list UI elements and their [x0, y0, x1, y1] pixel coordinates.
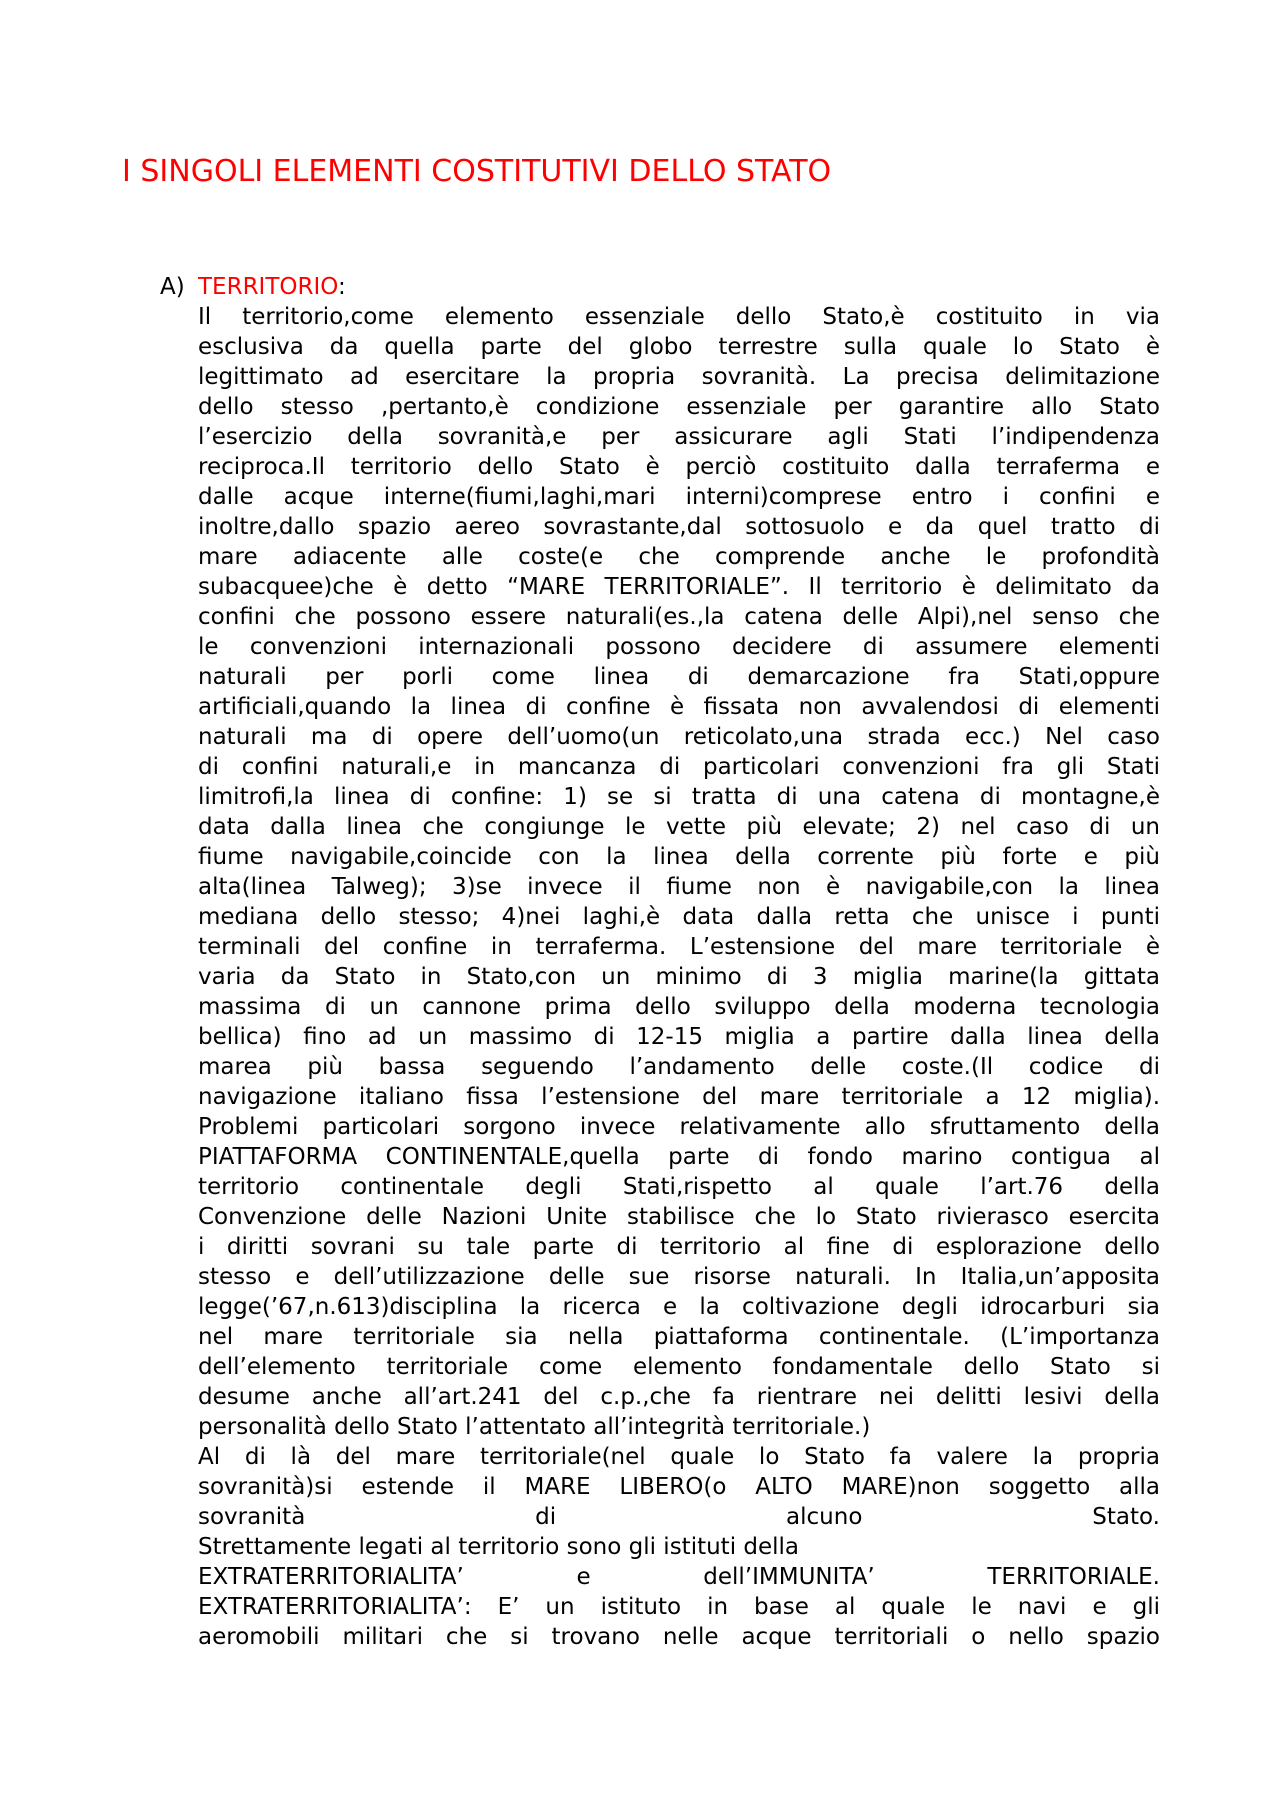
body-text-line: dello stesso ,pertanto,è condizione essenziale per garantire allo Stato [198, 394, 1160, 420]
body-text-line: i diritti sovrani su tale parte di territorio al fine di esplorazione dello [198, 1234, 1160, 1260]
section-heading [160, 272, 1160, 302]
body-text-line: esclusiva da quella parte del globo terrestre sulla quale lo Stato è [198, 334, 1160, 360]
body-text-line: nel mare territoriale sia nella piattaforma continentale. (L’importanza [198, 1324, 1160, 1350]
body-text-line: massima di un cannone prima dello sviluppo della moderna tecnologia [198, 994, 1160, 1020]
body-text-line: dell’elemento territoriale come elemento fondamentale dello Stato si [198, 1354, 1160, 1380]
body-text-line: varia da Stato in Stato,con un minimo di 3 miglia marine(la gittata [198, 964, 1160, 990]
body-text-line: fiume navigabile,coincide con la linea della corrente più forte e più [198, 844, 1160, 870]
body-text-line: Convenzione delle Nazioni Unite stabilisce che lo Stato rivierasco esercita [198, 1204, 1160, 1230]
body-text-line: personalità dello Stato l’attentato all’integrità territoriale.) [198, 1414, 871, 1440]
section-name-suffix: : [337, 274, 346, 300]
body-text-line: alta(linea Talweg); 3)se invece il fiume non è navigabile,con la linea [198, 874, 1160, 900]
body-text-line: bellica) fino ad un massimo di 12-15 miglia a partire dalla linea della [198, 1024, 1160, 1050]
body-text-line: stesso e dell’utilizzazione delle sue risorse naturali. In Italia,un’apposita [198, 1264, 1160, 1290]
body-text-line: confini che possono essere naturali(es.,la catena delle Alpi),nel senso che [198, 604, 1160, 630]
body-text-line: le convenzioni internazionali possono decidere di assumere elementi [198, 634, 1160, 660]
body-text-line: sovranità)si estende il MARE LIBERO(o ALTO MARE)non soggetto alla [198, 1474, 1160, 1500]
body-text-line: naturali ma di opere dell’uomo(un reticolato,una strada ecc.) Nel caso [198, 724, 1160, 750]
body-text-line: aeromobili militari che si trovano nelle acque territoriali o nello spazio [198, 1624, 1160, 1650]
body-text-line: limitrofi,la linea di confine: 1) se si tratta di una catena di montagne,è [198, 784, 1160, 810]
body-text-line: navigazione italiano fissa l’estensione del mare territoriale a 12 miglia). [198, 1084, 1160, 1110]
body-text-line: PIATTAFORMA CONTINENTALE,quella parte di fondo marino contigua al [198, 1144, 1160, 1170]
body-text-line: EXTRATERRITORIALITA’: E’ un istituto in base al quale le navi e gli [198, 1594, 1160, 1620]
section-territorio [160, 272, 1160, 1650]
body-text-line: Il territorio,come elemento essenziale dello Stato,è costituito in via [198, 304, 1160, 330]
body-text-line: terminali del confine in terraferma. L’estensione del mare territoriale è [198, 934, 1160, 960]
body-text-line: marea più bassa seguendo l’andamento delle coste.(Il codice di [198, 1054, 1160, 1080]
body-text-line: Strettamente legati al territorio sono gli istituti della [198, 1534, 800, 1560]
body-text-line: l’esercizio della sovranità,e per assicurare agli Stati l’indipendenza [198, 424, 1160, 450]
body-text-line: sovranità di alcuno Stato. [198, 1504, 1160, 1530]
body-text-line: dalle acque interne(fiumi,laghi,mari interni)comprese entro i confini e [198, 484, 1160, 510]
section-body [198, 302, 1160, 1652]
body-text-line: desume anche all’art.241 del c.p.,che fa rientrare nei delitti lesivi della [198, 1384, 1160, 1410]
section-marker: A) [160, 274, 185, 300]
body-text-line: reciproca.Il territorio dello Stato è perciò costituito dalla terraferma e [198, 454, 1160, 480]
body-text-line: mare adiacente alle coste(e che comprende anche le profondità [198, 544, 1160, 570]
body-text-line: subacquee)che è detto “MARE TERRITORIALE”. Il territorio è delimitato da [198, 574, 1160, 600]
body-text-line: Al di là del mare territoriale(nel quale lo Stato fa valere la propria [198, 1444, 1160, 1470]
document-title: I SINGOLI ELEMENTI COSTITUTIVI DELLO STATO [122, 154, 832, 189]
body-text-line: data dalla linea che congiunge le vette più elevate; 2) nel caso di un [198, 814, 1160, 840]
body-text-line: artificiali,quando la linea di confine è fissata non avvalendosi di elementi [198, 694, 1160, 720]
body-text-line: legittimato ad esercitare la propria sovranità. La precisa delimitazione [198, 364, 1160, 390]
body-text-line: EXTRATERRITORIALITA’ e dell’IMMUNITA’ TERRITORIALE. [198, 1564, 1160, 1590]
body-text-line: inoltre,dallo spazio aereo sovrastante,dal sottosuolo e da quel tratto di [198, 514, 1160, 540]
body-text-line: di confini naturali,e in mancanza di particolari convenzioni fra gli Stati [198, 754, 1160, 780]
body-text-line: legge(’67,n.613)disciplina la ricerca e la coltivazione degli idrocarburi sia [198, 1294, 1160, 1320]
body-text-line: Problemi particolari sorgono invece relativamente allo sfruttamento della [198, 1114, 1160, 1140]
body-text-line: mediana dello stesso; 4)nei laghi,è data dalla retta che unisce i punti [198, 904, 1160, 930]
section-name: TERRITORIO [198, 274, 338, 300]
body-text-line: territorio continentale degli Stati,rispetto al quale l’art.76 della [198, 1174, 1160, 1200]
body-text-line: naturali per porli come linea di demarcazione fra Stati,oppure [198, 664, 1160, 690]
